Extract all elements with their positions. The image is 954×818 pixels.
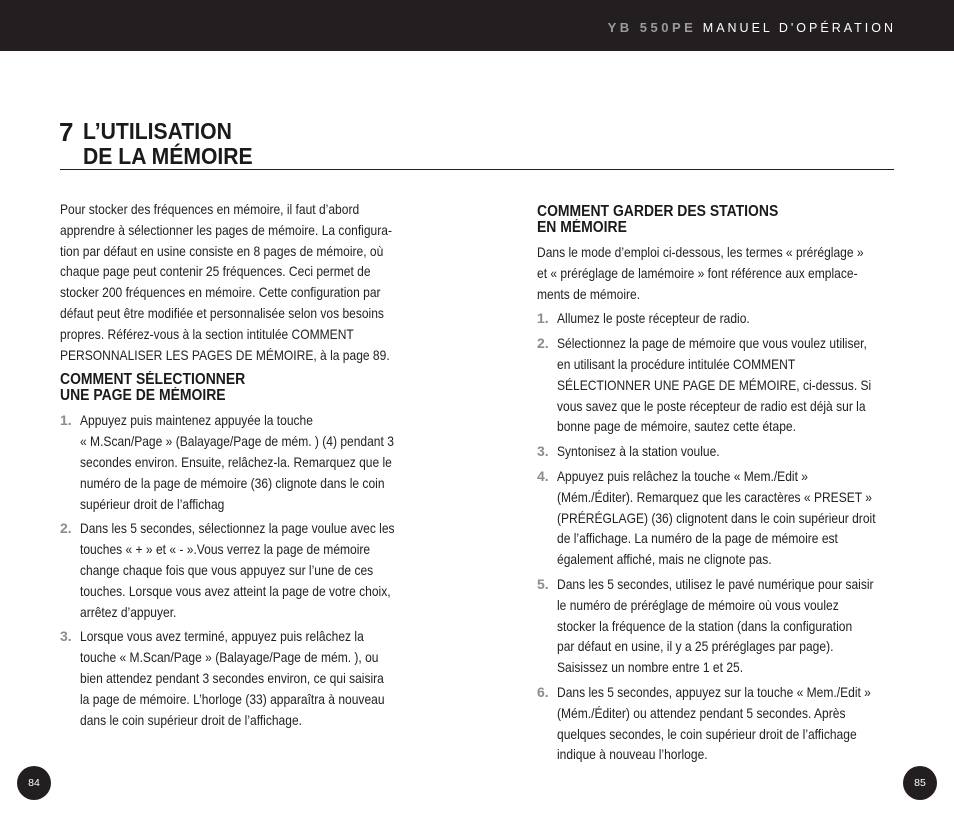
step-item <box>537 441 897 462</box>
right-intro <box>537 242 897 304</box>
step-line: touche « M.Scan/Page » (Balayage/Page de mém. ), ou <box>80 649 379 666</box>
step-item <box>537 574 897 678</box>
step-line: touches. Lorsque vous avez atteint la page de votre choix, <box>80 582 391 599</box>
right-column <box>537 204 897 765</box>
step-line: Lorsque vous avez terminé, appuyez puis relâchez la <box>80 628 364 645</box>
step-number: 1. <box>60 412 72 429</box>
step-line: dans le coin supérieur droit de l’affichage. <box>80 711 302 728</box>
running-header <box>608 20 896 35</box>
step-line: (Mém./Éditer). Remarquez que les caractères « PRESET » <box>557 488 872 505</box>
chapter-number: 7 <box>59 117 74 147</box>
chapter-title-line2: DE LA MÉMOIRE <box>83 143 253 169</box>
step-line: Allumez le poste récepteur de radio. <box>557 310 750 327</box>
step-line: change chaque fois que vous appuyez sur l’une de ces <box>80 561 374 578</box>
intro-line: Pour stocker des fréquences en mémoire, il faut d’abord <box>60 201 360 217</box>
step-line: en utilisant la procédure intitulée COMMENT <box>557 355 796 372</box>
model-name: YB 550PE <box>607 20 697 35</box>
left-intro <box>60 199 420 365</box>
step-line: le numéro de préréglage de mémoire où vous voulez <box>557 596 839 613</box>
header-bar <box>0 0 954 51</box>
step-line: Dans les 5 secondes, sélectionnez la page voulue avec les <box>80 520 395 537</box>
intro-line: stocker 200 fréquences en mémoire. Cette configuration par <box>60 284 381 301</box>
page-number-right: 85 <box>903 766 937 800</box>
step-line: « M.Scan/Page » (Balayage/Page de mém. ) (4) pendant 3 <box>80 433 394 450</box>
step-line: (Mém./Éditer) ou attendez pendant 5 secondes. Après <box>557 704 846 721</box>
step-line: indique à nouveau l’horloge. <box>557 746 708 763</box>
intro-line: PERSONNALISER LES PAGES DE MÉMOIRE, à la page 89. <box>60 346 390 363</box>
step-item <box>537 682 897 765</box>
step-number: 6. <box>537 683 549 700</box>
step-line: secondes environ. Ensuite, relâchez-la. Remarquez que le <box>80 453 392 470</box>
step-number: 2. <box>60 520 72 537</box>
step-item <box>537 308 897 329</box>
step-item <box>537 466 897 570</box>
intro-line: et « préréglage de lamémoire » font référence aux emplace- <box>537 264 858 281</box>
manual-title: MANUEL D'OPÉRATION <box>702 21 896 35</box>
step-number: 3. <box>537 443 549 460</box>
intro-line: tion par défaut en usine consiste en 8 pages de mémoire, où <box>60 242 384 259</box>
step-line: par défaut en usine, il y a 25 préréglages par page). <box>557 638 834 655</box>
step-line: touches « + » et « - ».Vous verrez la page de mémoire <box>80 541 371 558</box>
step-line: quelques secondes, le coin supérieur droit de l’affichage <box>557 725 857 742</box>
step-line: Dans les 5 secondes, utilisez le pavé numérique pour saisir <box>557 575 874 592</box>
step-item <box>60 518 420 622</box>
step-number: 3. <box>60 628 72 645</box>
step-number: 5. <box>537 575 549 592</box>
step-line: SÉLECTIONNER UNE PAGE DE MÉMOIRE, ci-dessus. Si <box>557 376 872 393</box>
heading-line: UNE PAGE DE MÉMOIRE <box>60 387 226 405</box>
step-line: Syntonisez à la station voulue. <box>557 443 720 460</box>
step-item <box>60 410 420 514</box>
step-line: arrêtez d’appuyer. <box>80 603 177 620</box>
step-number: 2. <box>537 335 549 352</box>
step-line: Dans les 5 secondes, appuyez sur la touche « Mem./Edit » <box>557 683 871 700</box>
step-item <box>60 626 420 730</box>
intro-line: Dans le mode d’emploi ci-dessous, les termes « préréglage » <box>537 244 864 260</box>
step-line: de l’affichage. La numéro de la page de mémoire est <box>557 530 838 547</box>
step-line: (PRÉRÉGLAGE) (36) clignotent dans le coin supérieur droit <box>557 509 876 526</box>
chapter-title <box>83 119 253 169</box>
section-heading-store-stations <box>537 204 897 236</box>
step-line: stocker la fréquence de la station (dans la configuration <box>557 617 853 634</box>
intro-line: défaut peut être modifiée et personnalisée selon vos besoins <box>60 304 384 321</box>
step-item <box>537 333 897 437</box>
step-line: supérieur droit de l’affichag <box>80 495 225 512</box>
step-number: 4. <box>537 467 549 484</box>
step-line: Appuyez puis maintenez appuyée la touche <box>80 412 313 429</box>
step-line: bonne page de mémoire, sautez cette étape. <box>557 418 796 435</box>
heading-line: COMMENT GARDER DES STATIONS <box>537 203 779 220</box>
heading-line: COMMENT SÉLECTIONNER <box>60 371 246 389</box>
intro-line: chaque page peut contenir 25 fréquences. Ceci permet de <box>60 263 371 280</box>
step-line: bien attendez pendant 3 secondes environ, ce qui saisira <box>80 669 384 686</box>
step-line: Sélectionnez la page de mémoire que vous voulez utiliser, <box>557 335 867 352</box>
step-line: vous savez que le poste récepteur de radio est déjà sur la <box>557 397 866 414</box>
step-line: Appuyez puis relâchez la touche « Mem./Edit » <box>557 467 808 484</box>
left-column <box>60 199 420 730</box>
step-line: numéro de la page de mémoire (36) clignote dans le coin <box>80 474 385 491</box>
step-line: également affiché, mais ne clignote pas. <box>557 551 772 568</box>
step-line: Saisissez un nombre entre 1 et 25. <box>557 659 744 676</box>
section-heading-select-page <box>60 372 420 404</box>
step-number: 1. <box>537 310 549 327</box>
step-line: la page de mémoire. L’horloge (33) apparaîtra à nouveau <box>80 690 385 707</box>
chapter-title-line1: L’UTILISATION <box>83 118 232 144</box>
page-number-left: 84 <box>17 766 51 800</box>
intro-line: propres. Référez-vous à la section intitulée COMMENT <box>60 325 354 342</box>
intro-line: apprendre à sélectionner les pages de mémoire. La configura- <box>60 221 392 238</box>
intro-line: ments de mémoire. <box>537 285 641 302</box>
chapter-rule <box>60 169 894 170</box>
heading-line: EN MÉMOIRE <box>537 219 627 236</box>
